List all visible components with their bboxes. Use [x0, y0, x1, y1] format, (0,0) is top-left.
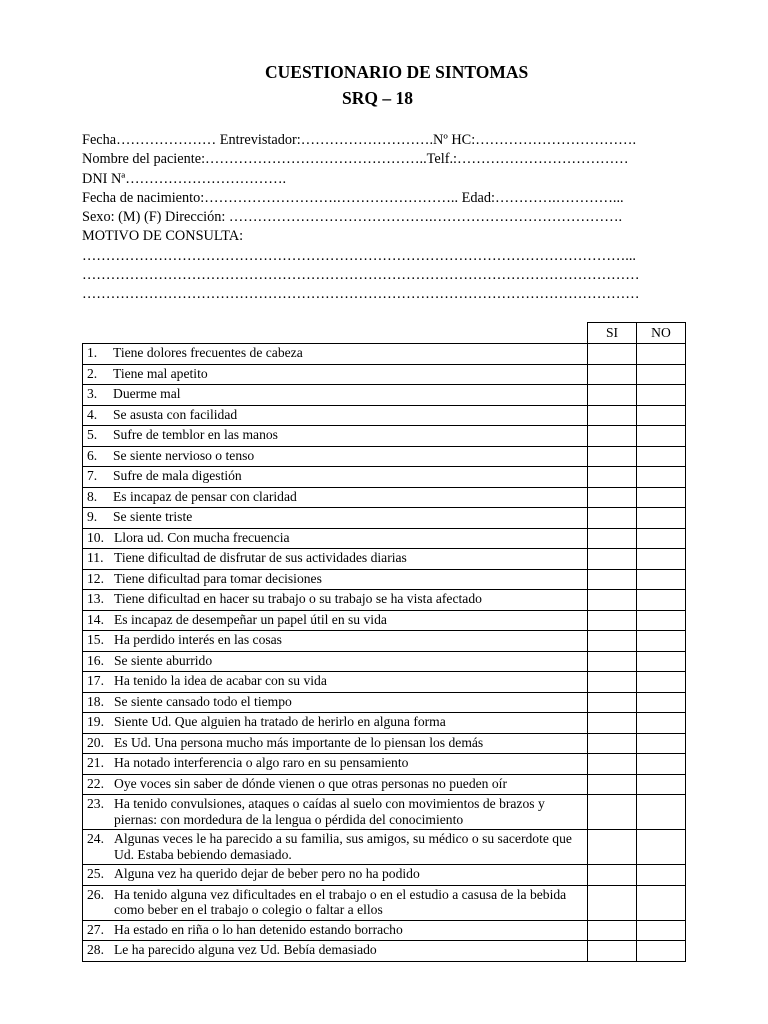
- question: [87, 386, 583, 402]
- question-number: 18.: [87, 693, 104, 709]
- table-row: [83, 830, 686, 865]
- question-cell: [83, 590, 588, 611]
- question: [87, 571, 583, 587]
- question-cell: [83, 920, 588, 941]
- table-row: [83, 885, 686, 920]
- answer-no-cell[interactable]: [637, 508, 686, 529]
- answer-si-cell[interactable]: [588, 385, 637, 406]
- question: [87, 796, 583, 827]
- answer-no-cell[interactable]: [637, 569, 686, 590]
- question-text: Es incapaz de pensar con claridad: [113, 488, 297, 504]
- question-cell: [83, 508, 588, 529]
- table-row: [83, 385, 686, 406]
- question: [87, 468, 583, 484]
- table-row: [83, 774, 686, 795]
- question-text: Siente Ud. Que alguien ha tratado de herirlo en alguna forma: [114, 714, 446, 729]
- table-row: [83, 651, 686, 672]
- answer-no-cell[interactable]: [637, 885, 686, 920]
- question-number: 5.: [87, 427, 98, 442]
- answer-no-cell[interactable]: [637, 830, 686, 865]
- question-text: Se asusta con facilidad: [113, 406, 238, 422]
- question: [87, 509, 583, 525]
- answer-no-cell[interactable]: [637, 754, 686, 775]
- answer-no-cell[interactable]: [637, 651, 686, 672]
- question: [87, 612, 583, 628]
- question: [87, 942, 583, 958]
- question-cell: [83, 941, 588, 962]
- question-cell: [83, 467, 588, 488]
- question-number: 10.: [87, 529, 104, 545]
- table-row: [83, 713, 686, 734]
- answer-no-cell[interactable]: [637, 590, 686, 611]
- table-row: [83, 364, 686, 385]
- table-row: [83, 344, 686, 365]
- table-row: [83, 920, 686, 941]
- question-text: Se siente nervioso o tenso: [113, 447, 255, 463]
- answer-si-cell[interactable]: [588, 446, 637, 467]
- answer-si-cell[interactable]: [588, 364, 637, 385]
- question: [87, 530, 583, 546]
- answer-si-cell[interactable]: [588, 651, 637, 672]
- answer-no-cell[interactable]: [637, 713, 686, 734]
- question-number: 19.: [87, 714, 104, 729]
- answer-no-cell[interactable]: [637, 672, 686, 693]
- question-text: Tiene dolores frecuentes de cabeza: [113, 345, 303, 360]
- question-text: Ha perdido interés en las cosas: [114, 632, 282, 647]
- table-row: [83, 941, 686, 962]
- answer-no-cell[interactable]: [637, 865, 686, 886]
- answer-si-cell[interactable]: [588, 610, 637, 631]
- question-number: 7.: [87, 468, 98, 483]
- question: [87, 448, 583, 464]
- table-row: [83, 508, 686, 529]
- question-cell: [83, 733, 588, 754]
- answer-no-cell[interactable]: [637, 426, 686, 447]
- question: [87, 831, 583, 862]
- question-cell: [83, 344, 588, 365]
- document-subtitle-text: SRQ – 18: [342, 88, 413, 108]
- answer-si-cell[interactable]: [588, 569, 637, 590]
- answer-no-cell[interactable]: [637, 692, 686, 713]
- answer-si-cell[interactable]: [588, 692, 637, 713]
- answer-si-cell[interactable]: [588, 830, 637, 865]
- question: [87, 776, 583, 792]
- question-text: Ha notado interferencia o algo raro en su pensamiento: [114, 755, 409, 770]
- question-number: 21.: [87, 755, 104, 770]
- question-text: Tiene mal apetito: [113, 365, 208, 381]
- document-title-text: CUESTIONARIO DE SINTOMAS: [265, 62, 529, 82]
- question-text: Ha tenido la idea de acabar con su vida: [114, 673, 327, 688]
- answer-no-cell[interactable]: [637, 549, 686, 570]
- question-number: 27.: [87, 921, 104, 937]
- question-number: 28.: [87, 942, 104, 957]
- table-row: [83, 795, 686, 830]
- answer-no-cell[interactable]: [637, 920, 686, 941]
- question-text: Se siente cansado todo el tiempo: [114, 693, 292, 709]
- question-text: Se siente aburrido: [114, 652, 213, 668]
- answer-si-cell[interactable]: [588, 467, 637, 488]
- question: [87, 887, 583, 918]
- answer-si-cell[interactable]: [588, 774, 637, 795]
- answer-no-cell[interactable]: [637, 774, 686, 795]
- question-cell: [83, 364, 588, 385]
- question-number: 12.: [87, 570, 104, 586]
- answer-no-cell[interactable]: [637, 385, 686, 406]
- question-text: Le ha parecido alguna vez Ud. Bebía demasiado: [114, 942, 377, 957]
- answer-no-cell[interactable]: [637, 941, 686, 962]
- answer-no-cell[interactable]: [637, 405, 686, 426]
- symptom-table: [82, 322, 686, 962]
- question-number: 9.: [87, 509, 98, 524]
- answer-si-cell[interactable]: [588, 344, 637, 365]
- question-cell: [83, 713, 588, 734]
- table-row: [83, 672, 686, 693]
- table-row: [83, 590, 686, 611]
- answer-si-cell[interactable]: [588, 885, 637, 920]
- question-cell: [83, 487, 588, 508]
- question-number: 14.: [87, 611, 104, 627]
- question-number: 1.: [87, 345, 98, 360]
- question-cell: [83, 651, 588, 672]
- question-cell: [83, 692, 588, 713]
- question-text: Llora ud. Con mucha frecuencia: [114, 529, 290, 545]
- table-row: [83, 446, 686, 467]
- answer-no-cell[interactable]: [637, 795, 686, 830]
- question-number: 6.: [87, 447, 98, 463]
- question: [87, 366, 583, 382]
- field-nombre-telf: Nombre del paciente:………………………………………..Telf.:………………………………: [82, 151, 629, 168]
- question: [87, 345, 583, 361]
- question: [87, 427, 583, 443]
- answer-si-cell[interactable]: [588, 549, 637, 570]
- question: [87, 694, 583, 710]
- question: [87, 550, 583, 566]
- question-number: 16.: [87, 652, 104, 668]
- table-row: [83, 487, 686, 508]
- field-fecha-nacimiento-edad: Fecha de nacimiento:……………………….…………………….. Edad:………….…………...: [82, 189, 624, 206]
- question-number: 15.: [87, 632, 104, 647]
- answer-si-cell[interactable]: [588, 795, 637, 830]
- table-row: [83, 528, 686, 549]
- question-text: Es Ud. Una persona mucho más importante de lo piensan los demás: [114, 734, 484, 750]
- answer-si-cell[interactable]: [588, 865, 637, 886]
- patient-fields: [82, 131, 702, 305]
- field-motivo-consulta: MOTIVO DE CONSULTA:: [82, 228, 244, 245]
- question-cell: [83, 774, 588, 795]
- field-motivo-line-1: ……………………………………………………………………………………………………...: [82, 247, 637, 264]
- question: [87, 653, 583, 669]
- question-text: Ha tenido convulsiones, ataques o caídas al suelo con movimientos de brazos y piernas: con mordedura de la lengua o pérdida del conocimiento: [114, 796, 545, 827]
- question-text: Ha tenido alguna vez dificultades en el trabajo o en el estudio a casusa de la bebida como beber en el trabajo o colegio o faltar a ellos: [114, 886, 567, 918]
- question-cell: [83, 405, 588, 426]
- question-number: 2.: [87, 365, 98, 381]
- question: [87, 632, 583, 648]
- question: [87, 489, 583, 505]
- question-cell: [83, 631, 588, 652]
- answer-si-cell[interactable]: [588, 920, 637, 941]
- answer-si-cell[interactable]: [588, 713, 637, 734]
- question-number: 20.: [87, 734, 104, 750]
- table-row: [83, 549, 686, 570]
- table-row: [83, 467, 686, 488]
- question-cell: [83, 865, 588, 886]
- answer-si-cell[interactable]: [588, 487, 637, 508]
- answer-no-cell[interactable]: [637, 610, 686, 631]
- question-text: Tiene dificultad en hacer su trabajo o su trabajo se ha vista afectado: [114, 591, 482, 606]
- table-row: [83, 733, 686, 754]
- question-cell: [83, 830, 588, 865]
- answer-si-cell[interactable]: [588, 590, 637, 611]
- question-cell: [83, 446, 588, 467]
- field-sexo-direccion: Sexo: (M) (F) Dirección: …………………………………….………………………………….: [82, 209, 623, 226]
- question: [87, 591, 583, 607]
- table-row: [83, 865, 686, 886]
- question-number: 11.: [87, 550, 104, 565]
- answer-no-cell[interactable]: [637, 364, 686, 385]
- question-rows: [83, 344, 686, 962]
- table-header-row: [83, 323, 686, 344]
- answer-no-cell[interactable]: [637, 467, 686, 488]
- question-text: Es incapaz de desempeñar un papel útil en su vida: [114, 611, 387, 627]
- answer-no-cell[interactable]: [637, 446, 686, 467]
- question-number: 4.: [87, 406, 98, 422]
- question: [87, 673, 583, 689]
- answer-no-cell[interactable]: [637, 344, 686, 365]
- question: [87, 407, 583, 423]
- question: [87, 755, 583, 771]
- header-blank: [83, 323, 588, 344]
- question-text: Alguna vez ha querido dejar de beber pero no ha podido: [114, 866, 420, 881]
- question-number: 22.: [87, 775, 104, 791]
- header-si: SI: [588, 323, 637, 344]
- question-cell: [83, 754, 588, 775]
- table-row: [83, 754, 686, 775]
- answer-no-cell[interactable]: [637, 487, 686, 508]
- question-cell: [83, 885, 588, 920]
- answer-si-cell[interactable]: [588, 528, 637, 549]
- question-number: 23.: [87, 796, 104, 811]
- table-row: [83, 631, 686, 652]
- question-number: 3.: [87, 386, 98, 401]
- answer-si-cell[interactable]: [588, 508, 637, 529]
- answer-si-cell[interactable]: [588, 672, 637, 693]
- question: [87, 714, 583, 730]
- answer-no-cell[interactable]: [637, 733, 686, 754]
- question-number: 17.: [87, 673, 104, 688]
- answer-si-cell[interactable]: [588, 941, 637, 962]
- question-cell: [83, 385, 588, 406]
- table-row: [83, 569, 686, 590]
- table-row: [83, 610, 686, 631]
- answer-si-cell[interactable]: [588, 405, 637, 426]
- question-cell: [83, 549, 588, 570]
- question-number: 26.: [87, 886, 104, 902]
- table-row: [83, 426, 686, 447]
- answer-no-cell[interactable]: [637, 528, 686, 549]
- question-text: Se siente triste: [113, 509, 193, 524]
- field-motivo-line-2: ………………………………………………………………………………………………………: [82, 267, 640, 284]
- question-text: Tiene dificultad de disfrutar de sus actividades diarias: [114, 550, 407, 565]
- question-cell: [83, 528, 588, 549]
- question-number: 24.: [87, 831, 104, 846]
- question-cell: [83, 795, 588, 830]
- answer-si-cell[interactable]: [588, 733, 637, 754]
- question-number: 8.: [87, 488, 98, 504]
- question: [87, 866, 583, 882]
- field-motivo-line-3: ………………………………………………………………………………………………………: [82, 286, 640, 303]
- question-text: Duerme mal: [113, 386, 181, 401]
- answer-si-cell[interactable]: [588, 631, 637, 652]
- question-text: Algunas veces le ha parecido a su familia, sus amigos, su médico o su sacerdote que Ud. Estaba bebiendo demasiado.: [114, 831, 572, 862]
- answer-si-cell[interactable]: [588, 754, 637, 775]
- question-cell: [83, 672, 588, 693]
- question: [87, 922, 583, 938]
- question-cell: [83, 610, 588, 631]
- answer-no-cell[interactable]: [637, 631, 686, 652]
- field-dni: DNI Nª…………………………….: [82, 170, 287, 187]
- question-text: Sufre de temblor en las manos: [113, 427, 278, 442]
- question-cell: [83, 569, 588, 590]
- question-cell: [83, 426, 588, 447]
- table-row: [83, 405, 686, 426]
- header-no: NO: [637, 323, 686, 344]
- question-number: 13.: [87, 591, 104, 606]
- question-number: 25.: [87, 866, 104, 881]
- question-text: Oye voces sin saber de dónde vienen o que otras personas no pueden oír: [114, 775, 507, 791]
- question-text: Tiene dificultad para tomar decisiones: [114, 570, 322, 586]
- question-text: Sufre de mala digestión: [113, 468, 242, 483]
- question-text: Ha estado en riña o lo han detenido estando borracho: [114, 921, 403, 937]
- answer-si-cell[interactable]: [588, 426, 637, 447]
- question: [87, 735, 583, 751]
- table-row: [83, 692, 686, 713]
- field-fecha-entrevistador-hc: Fecha………………… Entrevistador:……………………….Nº HC:…………………………….: [82, 132, 637, 148]
